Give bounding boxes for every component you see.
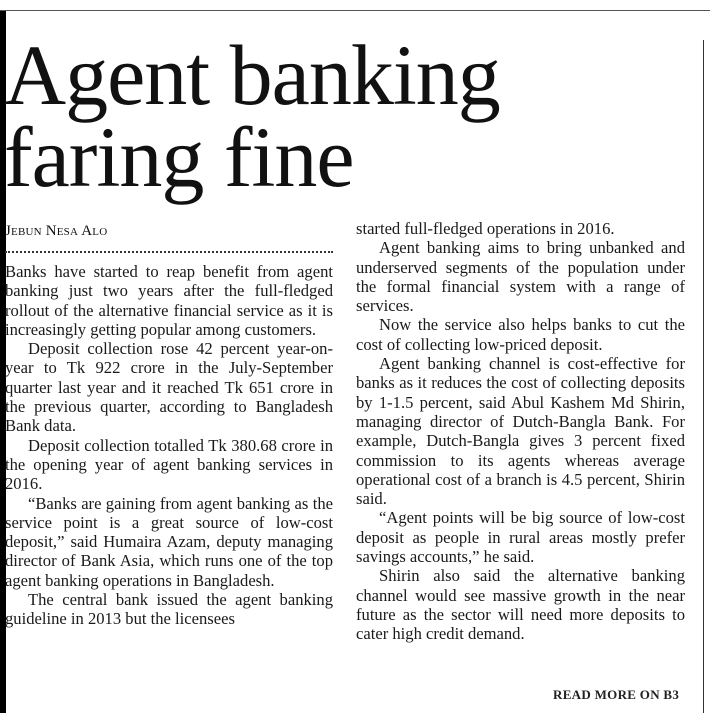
paragraph: Agent banking channel is cost-effective for banks as it reduces the cost of collecting deposits by 1-1.5 percent, said Abul Kashem Md Shirin, managing director of Dutch-Bangla Bank. For example, Dutch-Bangla gives 3 percent fixed commission to its agents whereas average operational cost of a branch is 4.5 percent, Shirin said. (356, 354, 685, 509)
paragraph: The central bank issued the agent banking guideline in 2013 but the licensees (5, 590, 333, 629)
headline (4, 27, 500, 205)
column-divider-rule (703, 40, 704, 713)
top-rule (0, 10, 710, 11)
paragraph: Now the service also helps banks to cut the cost of collecting low-priced deposit. (356, 315, 685, 354)
paragraph: Agent banking aims to bring unbanked and underserved segments of the population under the formal financial system with a range of services. (356, 238, 685, 316)
byline: Jebun Nesa Alo (5, 223, 108, 239)
paragraph: Deposit collection rose 42 percent year-on-year to Tk 922 crore in the July-September quarter last year and it reached Tk 651 crore in the previous quarter, according to Bangladesh Bank data. (5, 339, 333, 436)
headline-line-2: faring fine (4, 109, 354, 205)
headline-line-1: Agent banking (4, 27, 500, 123)
article-column-2 (356, 219, 685, 644)
paragraph: started full-fledged operations in 2016. (356, 219, 615, 238)
paragraph: Deposit collection totalled Tk 380.68 crore in the opening year of agent banking services in 2016. (5, 435, 333, 494)
read-more-link[interactable]: READ MORE ON B3 (553, 687, 680, 702)
paragraph: Shirin also said the alternative banking channel would see massive growth in the near future as the sector will need more deposits to cater high credit demand. (356, 566, 685, 644)
paragraph: “Banks are gaining from agent banking as the service point is a great source of low-cost deposit,” said Humaira Azam, deputy managing director of Bank Asia, which runs one of the top agent banking operations in Bangladesh. (5, 493, 333, 590)
paragraph: Banks have started to reap benefit from agent banking just two years after the full-fledged rollout of the alternative financial service as it is increasingly getting popular among customers. (5, 262, 333, 339)
article-column-1 (5, 262, 333, 629)
dotted-separator (5, 251, 333, 253)
paragraph: “Agent points will be big source of low-cost deposit as people in rural areas mostly prefer savings accounts,” he said. (356, 508, 685, 567)
